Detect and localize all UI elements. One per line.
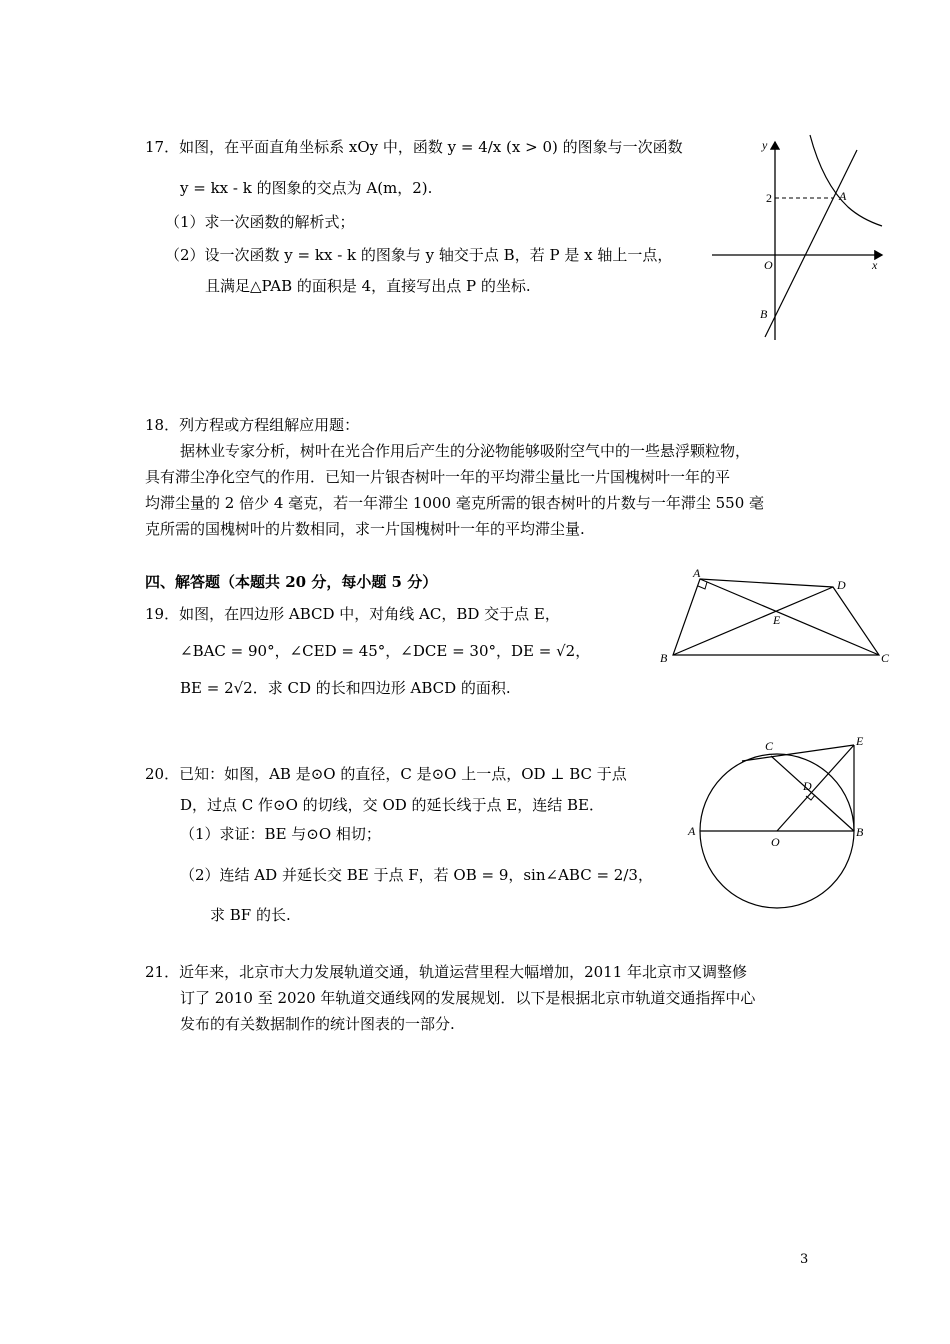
fig17-label-a: A [839,189,847,203]
fig19-label-a: A [693,566,701,580]
q17-part2a: （2）设一次函数 y = kx - k 的图象与 y 轴交于点 B，若 P 是 x 轴上一点， [165,246,673,264]
q17-part2b: 且满足△PAB 的面积是 4，直接写出点 P 的坐标. [205,277,531,295]
fig20-label-c: C [765,739,774,753]
fig17-label-2: 2 [766,191,772,205]
fig19-label-e: E [773,613,781,627]
fig20-label-d: D [803,779,812,793]
q18-line4: 均滞尘量的 2 倍少 4 毫克，若一年滞尘 1000 毫克所需的银杏树叶的片数与一年滞尘 550 毫 [145,494,765,512]
q20-line2: D，过点 C 作⊙O 的切线，交 OD 的延长线于点 E，连结 BE． [180,796,604,814]
section-4-heading: 四、解答题（本题共 20 分，每小题 5 分） [145,573,438,591]
q18-line2: 据林业专家分析，树叶在光合作用后产生的分泌物能够吸附空气中的一些悬浮颗粒物， [180,442,751,460]
fig20-label-o: O [771,835,780,849]
q20-line1: 20．已知：如图，AB 是⊙O 的直径，C 是⊙O 上一点，OD ⊥ BC 于点 [145,765,627,783]
fig19-label-c: C [881,651,890,665]
q19-line1: 19．如图，在四边形 ABCD 中，对角线 AC，BD 交于点 E， [145,605,560,623]
q17-part1: （1）求一次函数的解析式； [165,213,355,231]
q20-part1: （1）求证：BE 与⊙O 相切； [180,825,381,843]
page-number: 3 [800,1252,809,1267]
q21-line2: 订了 2010 至 2020 年轨道交通线网的发展规划．以下是根据北京市轨道交通指挥中心 [180,989,756,1007]
fig19-label-b: B [660,651,668,665]
q20-part2a: （2）连结 AD 并延长交 BE 于点 F，若 OB = 9，sin∠ABC = 2/3， [180,866,653,884]
q18-line1: 18．列方程或方程组解应用题： [145,416,360,434]
q20-part2b: 求 BF 的长. [210,906,291,924]
figure-17-graph [700,130,900,345]
fig20-label-a: A [688,824,696,838]
q21-line1: 21．近年来，北京市大力发展轨道交通，轨道运营里程大幅增加，2011 年北京市又调整修 [145,963,748,981]
fig20-label-b: B [856,825,864,839]
fig19-label-d: D [837,578,846,592]
q17-line1: 17．如图，在平面直角坐标系 xOy 中，函数 y = 4/x (x > 0) 的图象与一次函数 [145,138,683,156]
figure-19-quadrilateral [655,565,900,675]
q19-line2: ∠BAC = 90°，∠CED = 45°，∠DCE = 30°，DE = √2， [180,642,591,660]
q18-line3: 具有滞尘净化空气的作用．已知一片银杏树叶一年的平均滞尘量比一片国槐树叶一年的平 [145,468,731,486]
fig20-label-e: E [856,734,864,748]
fig17-label-o: O [764,258,773,272]
fig17-label-x: x [872,258,878,272]
q21-line3: 发布的有关数据制作的统计图表的一部分. [180,1015,455,1033]
q18-line5: 克所需的国槐树叶的片数相同，求一片国槐树叶一年的平均滞尘量. [145,520,585,538]
figure-20-circle [685,735,885,915]
q19-line3: BE = 2√2．求 CD 的长和四边形 ABCD 的面积. [180,679,511,697]
fig17-label-b: B [760,307,768,321]
q17-line2: y = kx - k 的图象的交点为 A(m，2). [180,179,433,197]
fig17-label-y: y [762,138,768,152]
